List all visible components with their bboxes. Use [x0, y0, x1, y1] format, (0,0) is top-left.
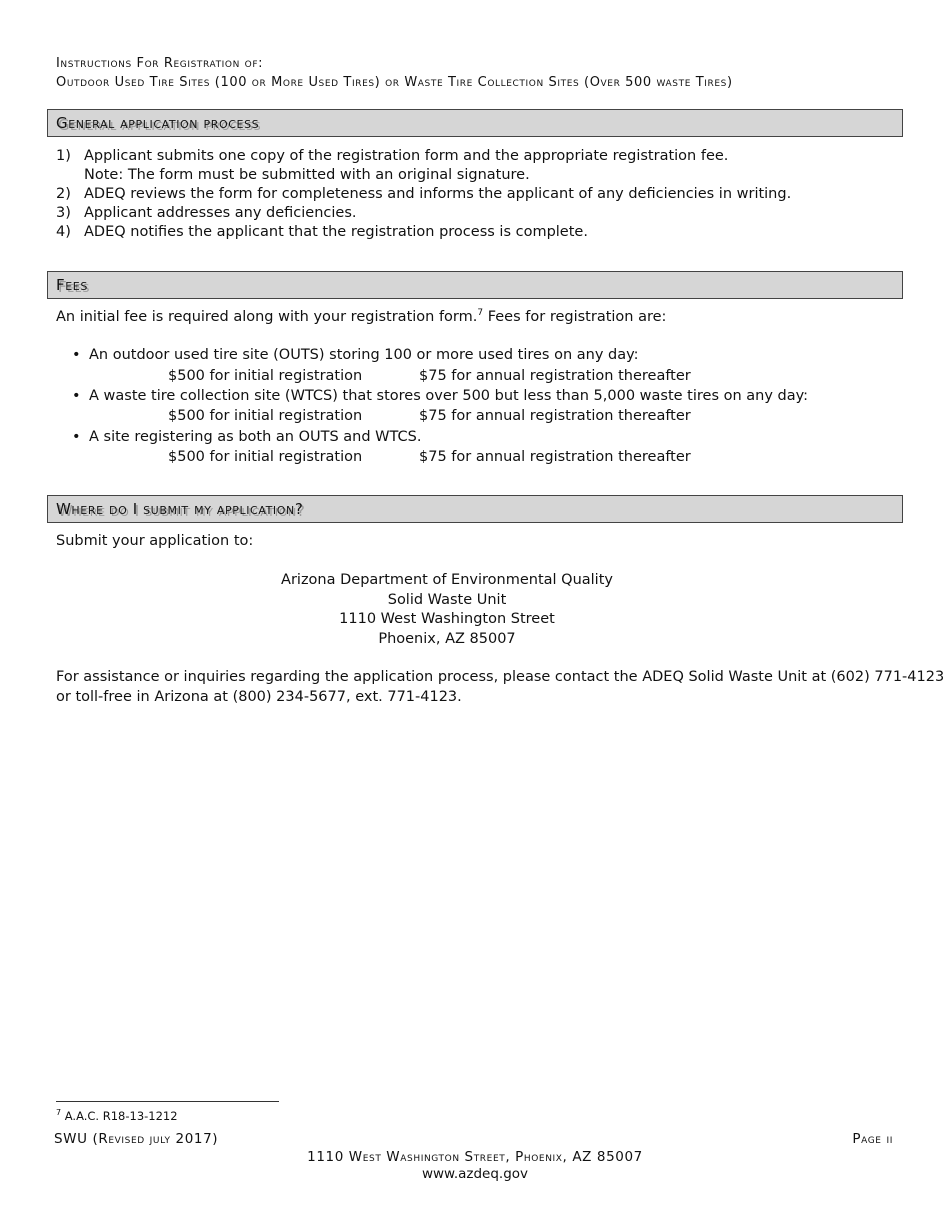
- website-link[interactable]: www.azdeq.gov: [421, 1166, 529, 1182]
- header-line-2: Outdoor Used Tire Sites (100 or More Used Tires) or Waste Tire Collection Sites (Over 500 waste Tires): [56, 75, 733, 90]
- fee-annual: $75 for annual registration thereafter: [419, 408, 691, 424]
- address-line: Phoenix, AZ 85007: [378, 630, 516, 647]
- footer-address: 1110 West Washington Street, Phoenix, AZ 85007: [307, 1149, 643, 1165]
- process-steps: [56, 147, 791, 242]
- fees-heading: Fees: [47, 271, 903, 299]
- address-line: 1110 West Washington Street: [339, 611, 555, 627]
- step-item: 2) ADEQ reviews the form for completeness and informs the applicant of any deficiencies in writing.: [56, 186, 792, 202]
- header-line-1: Instructions For Registration of:: [56, 56, 264, 71]
- submit-heading: Where do I submit my application?: [47, 495, 903, 523]
- step-item: 3) Applicant addresses any deficiencies.: [56, 205, 357, 221]
- fees-intro: An initial fee is required along with your registration form.$^7$ Fees for registration are:: [56, 308, 667, 325]
- step-item: 4) ADEQ notifies the applicant that the registration process is complete.: [56, 224, 588, 240]
- fee-initial: $500 for initial registration: [168, 368, 363, 384]
- document-header: [56, 54, 733, 92]
- fee-item-outs: • An outdoor used tire site (OUTS) storing 100 or more used tires on any day:: [72, 347, 639, 363]
- fee-item-wtcs: • A waste tire collection site (WTCS) that stores over 500 but less than 5,000 waste tires on any day:: [72, 388, 809, 404]
- fee-annual: $75 for annual registration thereafter: [419, 449, 691, 465]
- revision-label: SWU (Revised july 2017): [54, 1131, 219, 1147]
- fee-item-both: • A site registering as both an OUTS and WTCS.: [72, 429, 422, 445]
- mailing-address: [47, 571, 847, 649]
- assistance-line-1: For assistance or inquiries regarding the application process, please contact the ADEQ Solid Waste Unit at (602) 771-4123: [56, 669, 945, 685]
- address-line: Solid Waste Unit: [387, 591, 507, 608]
- address-line: Arizona Department of Environmental Quality: [281, 572, 613, 588]
- page-number: Page ii: [852, 1131, 893, 1147]
- submit-intro: Submit your application to:: [56, 533, 254, 549]
- footnote-ref: 7: [477, 308, 484, 318]
- step-item: 1) Applicant submits one copy of the registration form and the appropriate registration fee.: [56, 148, 729, 164]
- general-process-heading: General application process: [47, 109, 903, 137]
- fee-initial: $500 for initial registration: [168, 449, 363, 465]
- fee-annual: $75 for annual registration thereafter: [419, 368, 691, 384]
- step-note: Note: The form must be submitted with an original signature.: [84, 167, 530, 183]
- footnote-divider: [56, 1101, 279, 1102]
- assistance-line-2: or toll-free in Arizona at (800) 234-5677, ext. 771-4123.: [56, 689, 462, 705]
- footnote: $^7$ A.A.C. R18-13-1212: [56, 1108, 178, 1123]
- fee-initial: $500 for initial registration: [168, 408, 363, 424]
